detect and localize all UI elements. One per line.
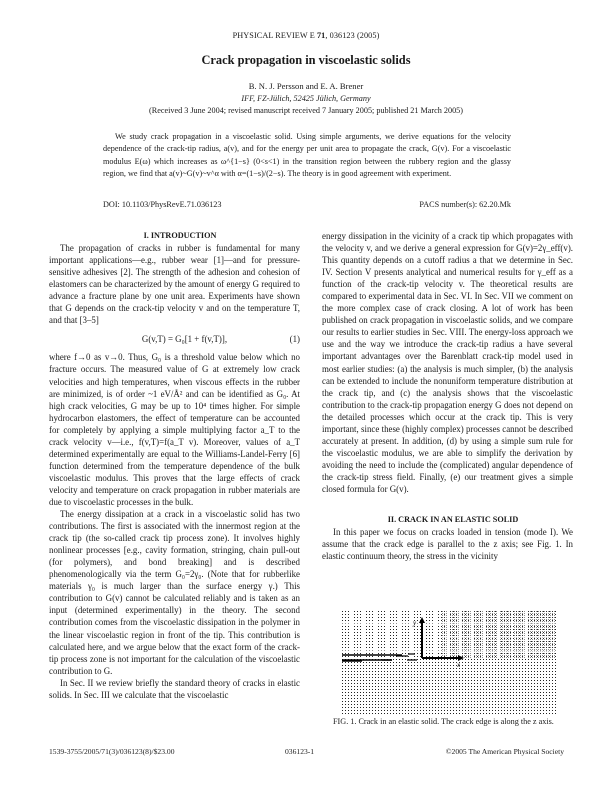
intro-paragraph-4: In Sec. II we review briefly the standard theory of cracks in elastic solids. In Sec. III we calculate that the viscoelastic <box>49 677 300 700</box>
intro-paragraph-2: where f→0 as v→0. Thus, G₀ is a threshold value below which no fracture occurs. The measured value of G at extremely low crack velocities and high temperatures, when viscous effects in the rubber are minimized, is of order ~1 eV/Å² and can be identified as G₀. At high crack velocities, G may be up to 10⁴ times higher. For simple hydrocarbon elastomers, the effect of temperature can be accounted for completely by applying a simple multiplying factor a_T to the crack velocity v—i.e., f(v,T)=f(a_T v). Moreover, values of a_T determined experimentally are equal to the Williams-Landel-Ferry [6] function determined from the temperature dependence of the bulk viscoelastic modulus. This proves that the large effects of crack velocity and temperature on crack propagation in rubber materials are due to viscoelastic processes in the bulk. <box>49 352 300 507</box>
paper-title: Crack propagation in viscoelastic solids <box>201 53 411 67</box>
journal-name: PHYSICAL REVIEW E <box>232 31 317 40</box>
figure-1-crack-diagram <box>342 611 556 715</box>
journal-article-id: , 036123 (2005) <box>325 31 380 40</box>
footer-copyright: ©2005 The American Physical Society <box>445 747 564 756</box>
footer-page-number: 036123-1 <box>285 747 315 756</box>
x-axis-label: x <box>457 661 461 669</box>
right-column <box>322 230 573 562</box>
author-affiliation: IFF, FZ-Jülich, 52425 Jülich, Germany <box>241 94 371 103</box>
intro-paragraph-3: The energy dissipation at a crack in a viscoelastic solid has two contributions. The first is associated with the innermost region at the crack tip (the so-called crack tip process zone). It involves highly nonlinear processes [e.g., cavity formation, stringing, chain pull-out (for polymers), and bond breaking] and is described phenomenologically via the term G₀=2γ₀. (Note that for rubberlike materials γ₀ is much larger than the surface energy γ.) This contribution to G(v) cannot be calculated reliably and is taken as an input (determined experimentally) in the theory. The second contribution comes from the viscoelastic dissipation in the polymer in the linear viscoelastic region in front of the tip. This contribution is calculated here, and we argue below that the exact form of the crack-tip process zone is not important for the calculation of the viscoelastic contribution to G. <box>49 509 300 676</box>
pacs-numbers: PACS number(s): 62.20.Mk <box>419 200 511 209</box>
journal-volume: 71 <box>316 31 326 40</box>
intro-paragraph-1: The propagation of cracks in rubber is fundamental for many important applications—e.g., rubber wear [1]—and for pressure-sensitive adhesives [2]. The strength of the adhesion and cohesion of elastomers can be characterized by the amount of energy G required to advance a fracture plane by one unit area. Experiments have shown that G depends on the crack-tip velocity v and on the temperature T, and that [3–5] <box>49 243 300 326</box>
paper-authors: B. N. J. Persson and E. A. Brener <box>248 81 364 91</box>
figure-1-caption: FIG. 1. Crack in an elastic solid. The crack edge is along the z axis. <box>333 717 554 726</box>
left-column <box>49 230 300 701</box>
section-heading-introduction: I. INTRODUCTION <box>143 231 217 240</box>
section-heading-crack-elastic: II. CRACK IN AN ELASTIC SOLID <box>387 515 519 525</box>
equation-body: G(v,T) = G₀[1 + f(v,T)], <box>141 334 228 345</box>
footer-issn: 1539-3755/2005/71(3)/036123(8)/$23.00 <box>49 747 175 756</box>
crack-lattice-illustration <box>342 611 556 715</box>
abstract: We study crack propagation in a viscoelastic solid. Using simple arguments, we derive equations for the velocity dependence of the crack-tip radius, a(v), and for the energy per unit area to propagate the crack, G(v). For a viscoelastic modulus E(ω) which increases as ω^{1−s} (0<s<1) in the transition region between the rubbery region and the glassy region, we find that a(v)~G(v)~v^α with α=(1−s)/(2−s). The theory is in good agreement with experiment. <box>103 132 511 179</box>
section2-paragraph-1: In this paper we focus on cracks loaded in tension (mode I). We assume that the crack edge is parallel to the z axis; see Fig. 1. In elastic continuum theory, the stress in the vicinity <box>322 527 573 562</box>
journal-header <box>0 31 612 40</box>
doi-link[interactable]: DOI: 10.1103/PhysRevE.71.036123 <box>103 200 222 209</box>
y-axis-label: y <box>413 619 417 627</box>
equation-number: (1) <box>289 334 300 345</box>
intro-paragraph-4-continued: energy dissipation in the vicinity of a crack tip which propagates with the velocity v, and we derive a general expression for G(v)=2γ_eff(v). This quantity depends on a cutoff radius a that we determine in Sec. IV. Section V presents analytical and numerical results for γ_eff as a function of the crack-tip velocity v. The theoretical results are compared to experimental data in Sec. VI. In Sec. VII we comment on the more complex case of crack closing. A lot of work has been published on crack propagation in viscoelastic solids, and we compare our results to earlier studies in Sec. VIII. The energy-loss approach we use and the way we introduce the crack-tip radius a have several important advantages over the Barenblatt crack-tip model used in most earlier studies: (a) the analysis is much simpler, (b) the analysis can be extended to include the nonuniform temperature distribution at the crack tip, and (c) the analysis shows that the viscoelastic contribution to the crack-tip propagation energy G does not depend on the detailed processes which occur at the crack tip. This is very important, since these (highly complex) processes cannot be described accurately at present. In addition, (d) by using a simple sum rule for the viscoelastic modulus, we are able to simplify the derivation by avoiding the need to include the (complicated) angular dependence of the crack-tip stress field. Finally, (e) our treatment gives a simple closed formula for G(v). <box>322 231 573 494</box>
equation-1 <box>49 333 300 345</box>
received-dates: (Received 3 June 2004; revised manuscript received 7 January 2005; published 21 March 2005) <box>149 106 463 115</box>
